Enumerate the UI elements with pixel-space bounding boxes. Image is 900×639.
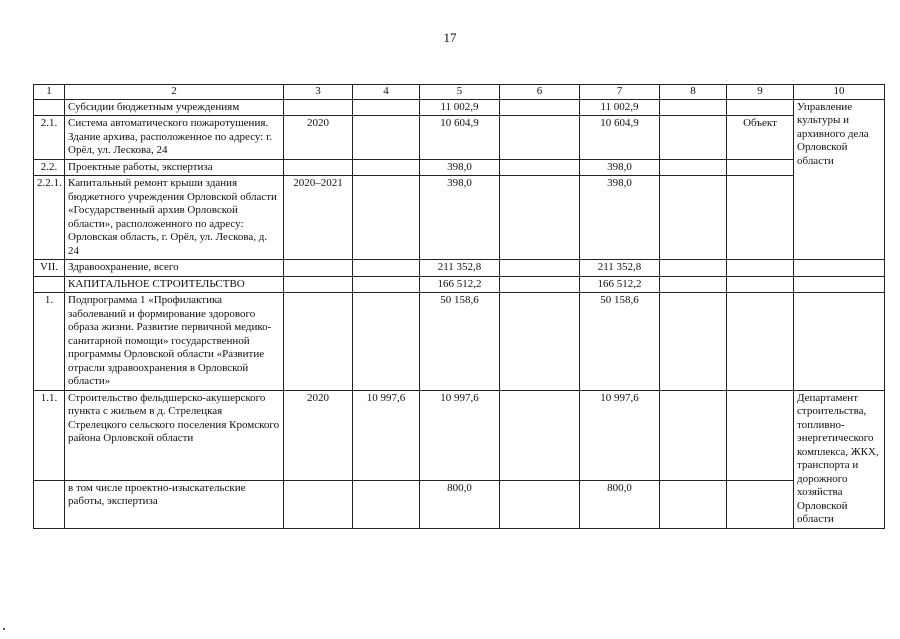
- cell-col7: 10 997,6: [580, 390, 660, 480]
- cell-col4: [353, 480, 420, 528]
- row-number: [34, 99, 65, 116]
- header-cell: 2: [65, 85, 284, 100]
- cell-col9: [727, 480, 794, 528]
- cell-col7: 10 604,9: [580, 116, 660, 160]
- cell-col8: [660, 159, 727, 176]
- cell-col3: [284, 293, 353, 391]
- table-row: [34, 480, 885, 528]
- cell-col9: Объект: [727, 116, 794, 160]
- cell-col6: [500, 276, 580, 293]
- row-name: Субсидии бюджетным учреждениям: [65, 99, 284, 116]
- row-number: [34, 276, 65, 293]
- cell-col7: 211 352,8: [580, 260, 660, 277]
- page-number: 17: [443, 30, 457, 45]
- cell-col9: [727, 390, 794, 480]
- cell-col4: [353, 159, 420, 176]
- row-number: 2.2.1.: [34, 176, 65, 260]
- header-cell: 1: [34, 85, 65, 100]
- cell-col9: [727, 159, 794, 176]
- cell-col4: [353, 99, 420, 116]
- cell-col5: 398,0: [420, 176, 500, 260]
- cell-col5: 211 352,8: [420, 260, 500, 277]
- cell-col9: [727, 176, 794, 260]
- responsible-culture: Управление культуры и архивного дела Орловской области: [794, 99, 885, 260]
- cell-col9: [727, 99, 794, 116]
- table-row: [34, 176, 885, 260]
- cell-col7: 800,0: [580, 480, 660, 528]
- cell-col4: [353, 260, 420, 277]
- cell-col6: [500, 116, 580, 160]
- row-number: 2.2.: [34, 159, 65, 176]
- cell-col3: 2020: [284, 116, 353, 160]
- row-name: Строительство фельдшерско-акушерского пункта с жильем в д. Стрелецкая Стрелецкого сельского поселения Кромского района Орловской области: [65, 390, 284, 480]
- cell-col8: [660, 260, 727, 277]
- table-row: [34, 293, 885, 391]
- row-name: в том числе проектно-изыскательские работы, экспертиза: [65, 480, 284, 528]
- cell-col5: 50 158,6: [420, 293, 500, 391]
- header-cell: 9: [727, 85, 794, 100]
- row-name: Подпрограмма 1 «Профилактика заболеваний и формирование здорового образа жизни. Развитие первичной медико-санитарной помощи» государственной программы Орловской области «Развитие отрасли здравоохранения в Орловской области»: [65, 293, 284, 391]
- cell-col8: [660, 116, 727, 160]
- header-cell: 7: [580, 85, 660, 100]
- cell-col3: [284, 480, 353, 528]
- header-cell: 3: [284, 85, 353, 100]
- cell-col9: [727, 293, 794, 391]
- cell-col5: 11 002,9: [420, 99, 500, 116]
- row-name: Проектные работы, экспертиза: [65, 159, 284, 176]
- table-row: [34, 276, 885, 293]
- cell-col6: [500, 99, 580, 116]
- row-number: 2.1.: [34, 116, 65, 160]
- cell-col10: [794, 293, 885, 391]
- cell-col7: 398,0: [580, 159, 660, 176]
- cell-col10: [794, 276, 885, 293]
- cell-col5: 398,0: [420, 159, 500, 176]
- cell-col3: 2020: [284, 390, 353, 480]
- responsible-construction: Департамент строительства, топливно-энергетического комплекса, ЖКХ, транспорта и дорожного хозяйства Орловской области: [794, 390, 885, 528]
- header-cell: 10: [794, 85, 885, 100]
- row-name: КАПИТАЛЬНОЕ СТРОИТЕЛЬСТВО: [65, 276, 284, 293]
- cell-col6: [500, 390, 580, 480]
- header-row: [34, 85, 885, 100]
- cell-col3: 2020–2021: [284, 176, 353, 260]
- cell-col7: 50 158,6: [580, 293, 660, 391]
- cell-col6: [500, 293, 580, 391]
- cell-col4: [353, 116, 420, 160]
- row-number: VII.: [34, 260, 65, 277]
- header-cell: 5: [420, 85, 500, 100]
- cell-col9: [727, 276, 794, 293]
- cell-col3: [284, 159, 353, 176]
- cell-col8: [660, 293, 727, 391]
- cell-col4: [353, 176, 420, 260]
- cell-col7: 166 512,2: [580, 276, 660, 293]
- table-row: [34, 159, 885, 176]
- header-cell: 6: [500, 85, 580, 100]
- scan-speck: [3, 628, 5, 630]
- row-name: Здравоохранение, всего: [65, 260, 284, 277]
- cell-col5: 10 604,9: [420, 116, 500, 160]
- table-row: [34, 260, 885, 277]
- cell-col5: 166 512,2: [420, 276, 500, 293]
- cell-col8: [660, 176, 727, 260]
- cell-col10: [794, 260, 885, 277]
- row-name: Капитальный ремонт крыши здания бюджетного учреждения Орловской области «Государственный архив Орловской области», расположенного по адресу: Орловская область, г. Орёл, ул. Лескова, д. 24: [65, 176, 284, 260]
- cell-col3: [284, 99, 353, 116]
- cell-col8: [660, 390, 727, 480]
- cell-col6: [500, 159, 580, 176]
- cell-col6: [500, 176, 580, 260]
- table-row: [34, 99, 885, 116]
- cell-col4: 10 997,6: [353, 390, 420, 480]
- table-row: [34, 390, 885, 480]
- cell-col4: [353, 293, 420, 391]
- cell-col7: 11 002,9: [580, 99, 660, 116]
- table-row: [34, 116, 885, 160]
- header-cell: 8: [660, 85, 727, 100]
- cell-col3: [284, 276, 353, 293]
- cell-col4: [353, 276, 420, 293]
- cell-col8: [660, 276, 727, 293]
- budget-table: [33, 84, 885, 529]
- cell-col9: [727, 260, 794, 277]
- cell-col5: 10 997,6: [420, 390, 500, 480]
- cell-col3: [284, 260, 353, 277]
- row-name: Система автоматического пожаротушения. Здание архива, расположенное по адресу: г. Орёл, ул. Лескова, 24: [65, 116, 284, 160]
- cell-col7: 398,0: [580, 176, 660, 260]
- cell-col8: [660, 99, 727, 116]
- row-number: 1.: [34, 293, 65, 391]
- header-cell: 4: [353, 85, 420, 100]
- row-number: 1.1.: [34, 390, 65, 480]
- cell-col5: 800,0: [420, 480, 500, 528]
- cell-col6: [500, 260, 580, 277]
- row-number: [34, 480, 65, 528]
- cell-col6: [500, 480, 580, 528]
- cell-col8: [660, 480, 727, 528]
